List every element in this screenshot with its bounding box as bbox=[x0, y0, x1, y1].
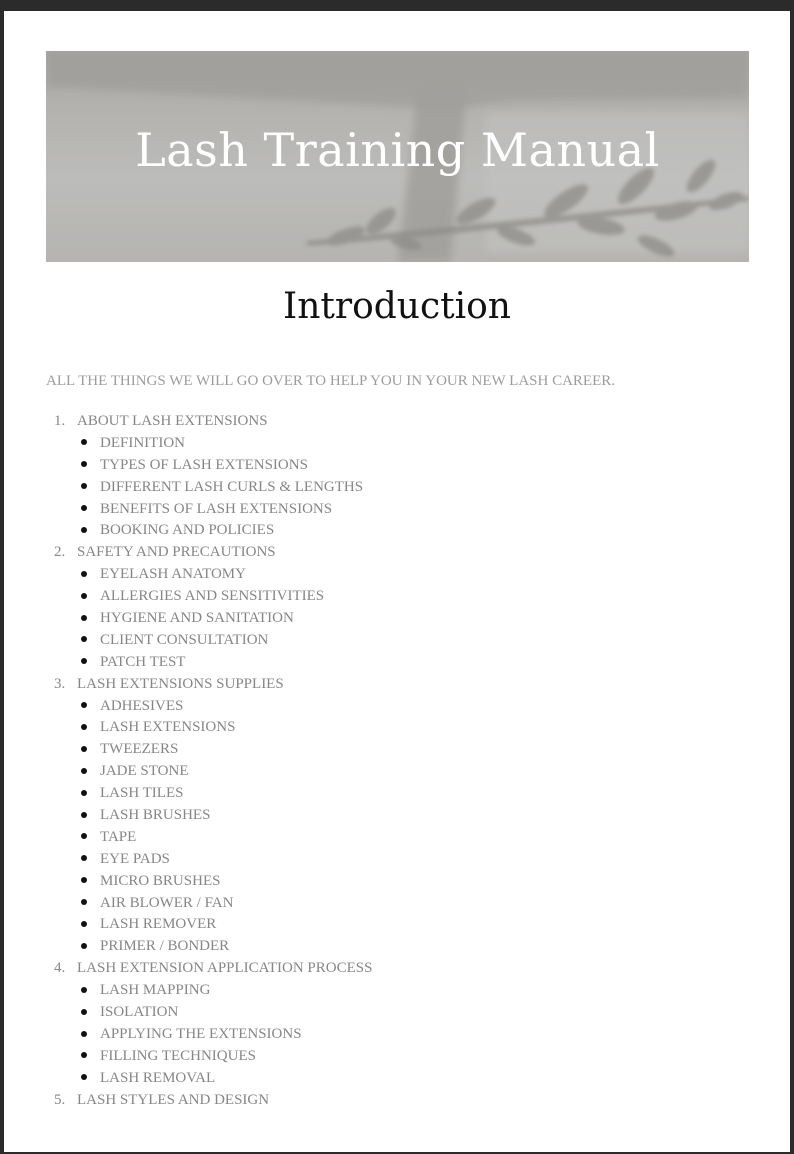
list-item-label: EYE PADS bbox=[100, 850, 170, 867]
list-item-label: ISOLATION bbox=[100, 1004, 179, 1021]
bullet-icon bbox=[81, 593, 87, 599]
bullet-icon bbox=[81, 1074, 87, 1080]
list-item bbox=[46, 652, 746, 674]
list-item bbox=[46, 805, 746, 827]
list-item-label: LASH MAPPING bbox=[100, 982, 211, 999]
bullet-icon bbox=[81, 1031, 87, 1037]
list-item-label: APPLYING THE EXTENSIONS bbox=[100, 1025, 302, 1042]
bullet-icon bbox=[81, 1009, 87, 1015]
list-item bbox=[46, 871, 746, 893]
list-item-label: LASH TILES bbox=[100, 785, 184, 802]
bullet-icon bbox=[81, 527, 87, 533]
list-item-label: DIFFERENT LASH CURLS & LENGTHS bbox=[100, 478, 364, 495]
list-item bbox=[46, 564, 746, 586]
list-item-label: TYPES OF LASH EXTENSIONS bbox=[100, 456, 308, 473]
list-item bbox=[46, 717, 746, 739]
toc-section bbox=[46, 542, 746, 564]
section-title: LASH EXTENSION APPLICATION PROCESS bbox=[77, 960, 373, 977]
list-item bbox=[46, 433, 746, 455]
section-number: 2. bbox=[54, 544, 66, 561]
list-item bbox=[46, 696, 746, 718]
section-number: 4. bbox=[54, 960, 66, 977]
list-item bbox=[46, 499, 746, 521]
list-item-label: DEFINITION bbox=[100, 434, 185, 451]
page-heading: Introduction bbox=[283, 286, 511, 327]
list-item-label: LASH REMOVAL bbox=[100, 1069, 216, 1086]
table-of-contents bbox=[46, 411, 746, 1112]
bullet-icon bbox=[81, 746, 87, 752]
section-title: LASH STYLES AND DESIGN bbox=[77, 1091, 270, 1108]
list-item-label: HYGIENE AND SANITATION bbox=[100, 610, 294, 627]
list-item bbox=[46, 783, 746, 805]
bullet-icon bbox=[81, 1052, 87, 1058]
intro-subtitle: ALL THE THINGS WE WILL GO OVER TO HELP YOU IN YOUR NEW LASH CAREER. bbox=[46, 373, 615, 389]
list-item-label: ALLERGIES AND SENSITIVITIES bbox=[100, 588, 325, 605]
list-item-label: CLIENT CONSULTATION bbox=[100, 631, 269, 648]
bullet-icon bbox=[81, 812, 87, 818]
list-item bbox=[46, 827, 746, 849]
bullet-icon bbox=[81, 615, 87, 621]
bullet-icon bbox=[81, 483, 87, 489]
list-item bbox=[46, 1002, 746, 1024]
list-item-label: JADE STONE bbox=[100, 763, 189, 780]
bullet-icon bbox=[81, 987, 87, 993]
bullet-icon bbox=[81, 658, 87, 664]
list-item bbox=[46, 739, 746, 761]
bullet-icon bbox=[81, 943, 87, 949]
bullet-icon bbox=[81, 571, 87, 577]
bullet-icon bbox=[81, 921, 87, 927]
list-item bbox=[46, 1068, 746, 1090]
toc-section bbox=[46, 411, 746, 433]
list-item-label: BENEFITS OF LASH EXTENSIONS bbox=[100, 500, 333, 517]
header-banner bbox=[46, 51, 749, 262]
list-item bbox=[46, 893, 746, 915]
bullet-icon bbox=[81, 439, 87, 445]
bullet-icon bbox=[81, 790, 87, 796]
list-item-label: ADHESIVES bbox=[100, 697, 184, 714]
list-item-label: BOOKING AND POLICIES bbox=[100, 522, 275, 539]
bullet-icon bbox=[81, 702, 87, 708]
list-item-label: PATCH TEST bbox=[100, 653, 186, 670]
toc-section bbox=[46, 958, 746, 980]
list-item bbox=[46, 980, 746, 1002]
section-title: SAFETY AND PRECAUTIONS bbox=[77, 544, 276, 561]
section-title: ABOUT LASH EXTENSIONS bbox=[77, 413, 268, 429]
bullet-icon bbox=[81, 877, 87, 883]
list-item-label: LASH BRUSHES bbox=[100, 807, 211, 824]
list-item bbox=[46, 761, 746, 783]
bullet-icon bbox=[81, 461, 87, 467]
document-page bbox=[4, 11, 790, 1152]
list-item-label: EYELASH ANATOMY bbox=[100, 566, 246, 583]
list-item-label: PRIMER / BONDER bbox=[100, 938, 230, 955]
list-item-label: LASH REMOVER bbox=[100, 916, 217, 933]
bullet-icon bbox=[81, 505, 87, 511]
list-item bbox=[46, 630, 746, 652]
section-title: LASH EXTENSIONS SUPPLIES bbox=[77, 675, 284, 692]
list-item bbox=[46, 1024, 746, 1046]
toc-section bbox=[46, 674, 746, 696]
section-number: 5. bbox=[54, 1091, 66, 1108]
list-item bbox=[46, 914, 746, 936]
section-number: 1. bbox=[54, 413, 66, 429]
list-item bbox=[46, 849, 746, 871]
list-item-label: FILLING TECHNIQUES bbox=[100, 1047, 256, 1064]
list-item-label: AIR BLOWER / FAN bbox=[100, 894, 234, 911]
list-item bbox=[46, 936, 746, 958]
list-item bbox=[46, 586, 746, 608]
bullet-icon bbox=[81, 724, 87, 730]
list-item bbox=[46, 477, 746, 499]
list-item-label: TAPE bbox=[100, 828, 137, 845]
banner-title: Lash Training Manual bbox=[135, 123, 660, 177]
list-item-label: MICRO BRUSHES bbox=[100, 872, 221, 889]
list-item bbox=[46, 520, 746, 542]
list-item-label: LASH EXTENSIONS bbox=[100, 719, 236, 736]
toc-section bbox=[46, 1090, 746, 1112]
list-item bbox=[46, 608, 746, 630]
list-item bbox=[46, 455, 746, 477]
bullet-icon bbox=[81, 636, 87, 642]
section-number: 3. bbox=[54, 675, 66, 692]
list-item bbox=[46, 1046, 746, 1068]
list-item-label: TWEEZERS bbox=[100, 741, 179, 758]
bullet-icon bbox=[81, 833, 87, 839]
bullet-icon bbox=[81, 899, 87, 905]
bullet-icon bbox=[81, 855, 87, 861]
bullet-icon bbox=[81, 768, 87, 774]
